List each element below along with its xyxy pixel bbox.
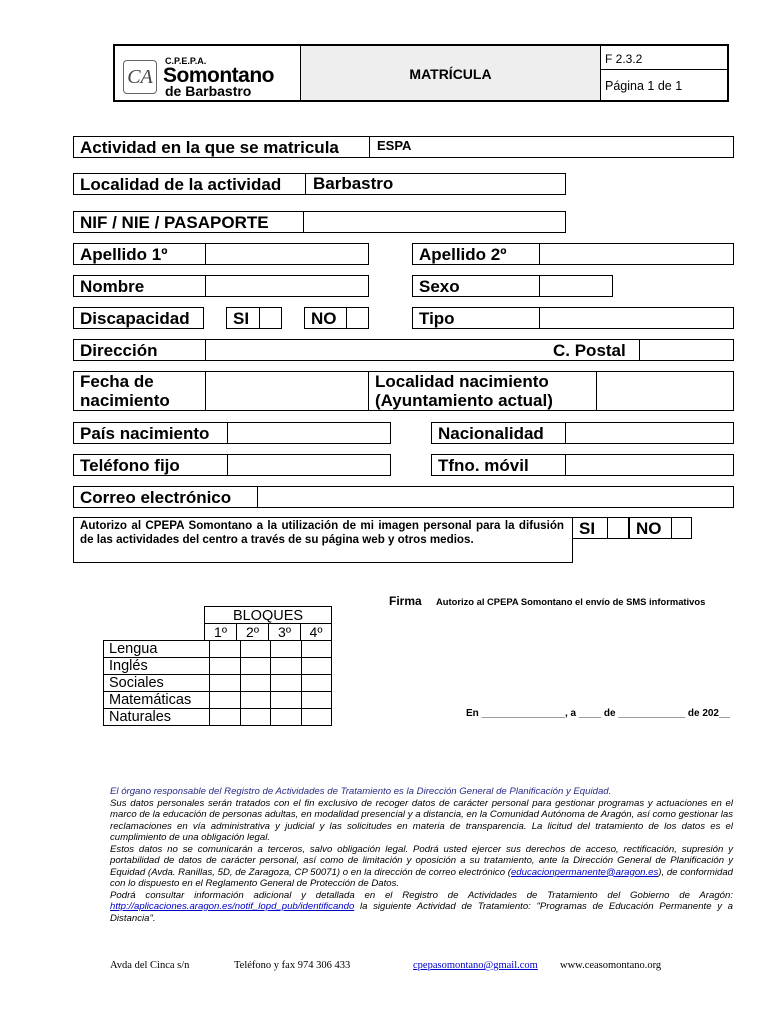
fecha-field[interactable] [205,371,370,411]
correo-field[interactable] [257,486,735,508]
apellido2-label: Apellido 2º [419,245,507,264]
header-box [113,44,729,102]
legal-paragraph-1: El órgano responsable del Registro de Actividades de Tratamiento es la Dirección General de Planificación y Equidad. [110,786,612,797]
sexo-row [412,275,613,297]
subject-ingles: Inglés [104,658,210,675]
bloques-col-3: 3º [268,623,301,641]
check-cell[interactable] [271,675,302,692]
check-cell[interactable] [240,675,271,692]
bloques-title: BLOQUES [232,608,304,624]
email-link[interactable]: educacionpermanente@aragon.es [510,866,659,878]
sexo-label: Sexo [419,277,460,296]
nacionalidad-label: Nacionalidad [438,424,544,443]
nacionalidad-row [431,422,734,444]
footer-address: Avda del Cinca s/n [110,960,190,971]
legal-paragraph-2: Sus datos personales serán tratados con el fin exclusivo de recoger datos de carácter personal para gestionar programas y actuaciones en el marco de la educación de personas adultas, en modalidad presencial y a distancia, en la Comunidad Autónoma de Aragón, así como gestionar las reclamaciones en vía administrativa y judicial y las solicitudes en materia de transparencia. La licitud del tratamiento de los datos es el cumplimiento de una obligación legal. [110,797,733,843]
localidad-label: Localidad de la actividad [80,175,282,194]
apellido2-field[interactable] [539,243,735,265]
correo-row [73,486,734,508]
locnac-row [369,371,734,411]
movil-row [431,454,734,476]
autorizo-imagen-text: Autorizo al CPEPA Somontano a la utilización de mi imagen personal para la difusión de las actividades del centro a través de su página web y otros medios. [80,519,564,546]
autorizo-si-label: SI [579,519,596,538]
apellido1-row [73,243,369,265]
tipo-label: Tipo [419,309,455,328]
fecha-label-2: nacimiento [80,391,170,410]
fecha-row [73,371,369,411]
discapacidad-no-label: NO [311,309,337,328]
table-row [104,641,332,658]
bloques-grid [103,640,332,728]
bloques-col-2: 2º [236,623,269,641]
cpostal-label: C. Postal [553,341,626,360]
check-cell[interactable] [271,709,302,726]
check-cell[interactable] [301,709,332,726]
bloques-col-1: 1º [204,623,237,641]
nif-field[interactable] [303,211,567,233]
check-cell[interactable] [210,658,241,675]
actividad-value[interactable] [369,136,735,158]
check-cell[interactable] [240,692,271,709]
pais-field[interactable] [227,422,392,444]
nombre-label: Nombre [80,277,145,296]
check-cell[interactable] [210,675,241,692]
legal-paragraph-3 [110,844,733,890]
apellido2-row [412,243,734,265]
table-row [104,692,332,709]
legal-paragraph-3b: ), de conformidad con lo dispuesto en el Reglamento General de Protección de Datos. [110,866,734,889]
discapacidad-row [73,307,204,329]
localidad-row [73,173,566,195]
check-cell[interactable] [210,641,241,658]
legal-paragraph-4b: la siguiente Actividad de Tratamiento: "Programas de Educación Permanente y a Distancia". [110,901,733,924]
logo-mark-icon: CA [123,60,157,94]
telefono-label: Teléfono fijo [80,456,180,475]
legal-paragraph-4 [110,890,733,925]
nif-label: NIF / NIE / PASAPORTE [80,213,269,232]
nombre-row [73,275,369,297]
footer-email[interactable]: cpepasomontano@gmail.com [413,960,538,971]
movil-label: Tfno. móvil [438,456,529,475]
check-cell[interactable] [301,641,332,658]
localidad-value[interactable] [305,173,567,195]
legal-paragraph-3a: Estos datos no se comunicarán a terceros, salvo obligación legal. Podrá usted ejercer sus derechos de acceso, rectificación, supresión y portabilidad de datos de carácter personal, así como de limitación y oposición a su tratamiento, ante la Dirección General de Planificación y Equidad (Avda. Ranillas, 5D, de Zaragoza, CP 50071) o en la dirección de correo electrónico ( [110,843,733,878]
nacionalidad-field[interactable] [565,422,735,444]
table-row [104,709,332,726]
correo-label: Correo electrónico [80,488,232,507]
footer-web[interactable]: www.ceasomontano.org [560,960,662,971]
subject-sociales: Sociales [104,675,210,692]
tipo-field[interactable] [539,307,735,329]
check-cell[interactable] [271,692,302,709]
direccion-row [73,339,734,361]
check-cell[interactable] [301,658,332,675]
document-code: F 2.3.2 [601,46,727,70]
discapacidad-si [226,307,282,329]
autorizo-si [573,517,629,539]
locnac-field[interactable] [596,371,734,411]
legal-paragraph-4a: Podrá consultar información adicional y detallada en el Registro de Actividades de Tratamiento del Gobierno de Aragón: [110,889,733,901]
bloques-col-4: 4º [300,623,332,641]
discapacidad-no [304,307,369,329]
check-cell[interactable] [240,641,271,658]
discapacidad-si-checkbox[interactable] [259,307,283,329]
telefono-row [73,454,391,476]
cpostal-field[interactable] [639,339,735,361]
telefono-field[interactable] [227,454,392,476]
check-cell[interactable] [240,658,271,675]
nif-row [73,211,566,233]
logo-big-text: Somontano [163,64,274,87]
actividad-value-text: ESPA [377,138,412,153]
subject-matematicas: Matemáticas [104,692,210,709]
bloques-header [204,606,332,624]
apellido1-label: Apellido 1º [80,245,168,264]
pais-label: País nacimiento [80,424,210,443]
fecha-label-1: Fecha de [80,372,154,391]
autorizo-imagen-box [73,517,573,563]
subject-lengua: Lengua [104,641,210,658]
firma-date-line: En _______________, a ____ de ____________ de 202__ [466,708,731,719]
movil-field[interactable] [565,454,735,476]
discapacidad-label: Discapacidad [80,309,190,328]
locnac-label-2: (Ayuntamiento actual) [375,391,553,410]
discapacidad-si-label: SI [233,309,250,328]
bloques-table [103,640,332,726]
check-cell[interactable] [271,641,302,658]
localidad-value-text: Barbastro [313,174,394,193]
actividad-label: Actividad en la que se matricula [80,138,339,157]
table-row [104,658,332,675]
actividad-row [73,136,734,158]
firma-label: Firma [389,594,422,608]
apellido1-field[interactable] [205,243,370,265]
sms-consent-text: Autorizo al CPEPA Somontano el envío de SMS informativos [436,596,706,607]
nombre-field[interactable] [205,275,370,297]
page-number: Página 1 de 1 [605,79,683,93]
autorizo-no [629,517,692,539]
registry-link[interactable]: http://aplicaciones.aragon.es/notif_lopd_pub/identificando [110,901,355,912]
check-cell[interactable] [271,658,302,675]
logo-small-text: C.P.E.P.A. [165,56,207,66]
footer-phone: Teléfono y fax 974 306 433 [234,960,351,971]
discapacidad-no-checkbox[interactable] [346,307,370,329]
page-title: MATRÍCULA [301,46,601,100]
sexo-field[interactable] [539,275,614,297]
tipo-row [412,307,734,329]
pais-row [73,422,391,444]
legal-notice [110,786,733,924]
check-cell[interactable] [210,709,241,726]
locnac-label-1: Localidad nacimiento [375,372,549,391]
direccion-label: Dirección [80,341,158,360]
logo-sub-text: de Barbastro [165,83,252,99]
check-cell[interactable] [301,692,332,709]
check-cell[interactable] [240,709,271,726]
table-row [104,675,332,692]
autorizo-si-checkbox[interactable] [607,517,629,539]
logo-area [115,46,301,100]
autorizo-no-checkbox[interactable] [671,517,693,539]
check-cell[interactable] [210,692,241,709]
autorizo-no-label: NO [636,519,662,538]
check-cell[interactable] [301,675,332,692]
subject-naturales: Naturales [104,709,210,726]
